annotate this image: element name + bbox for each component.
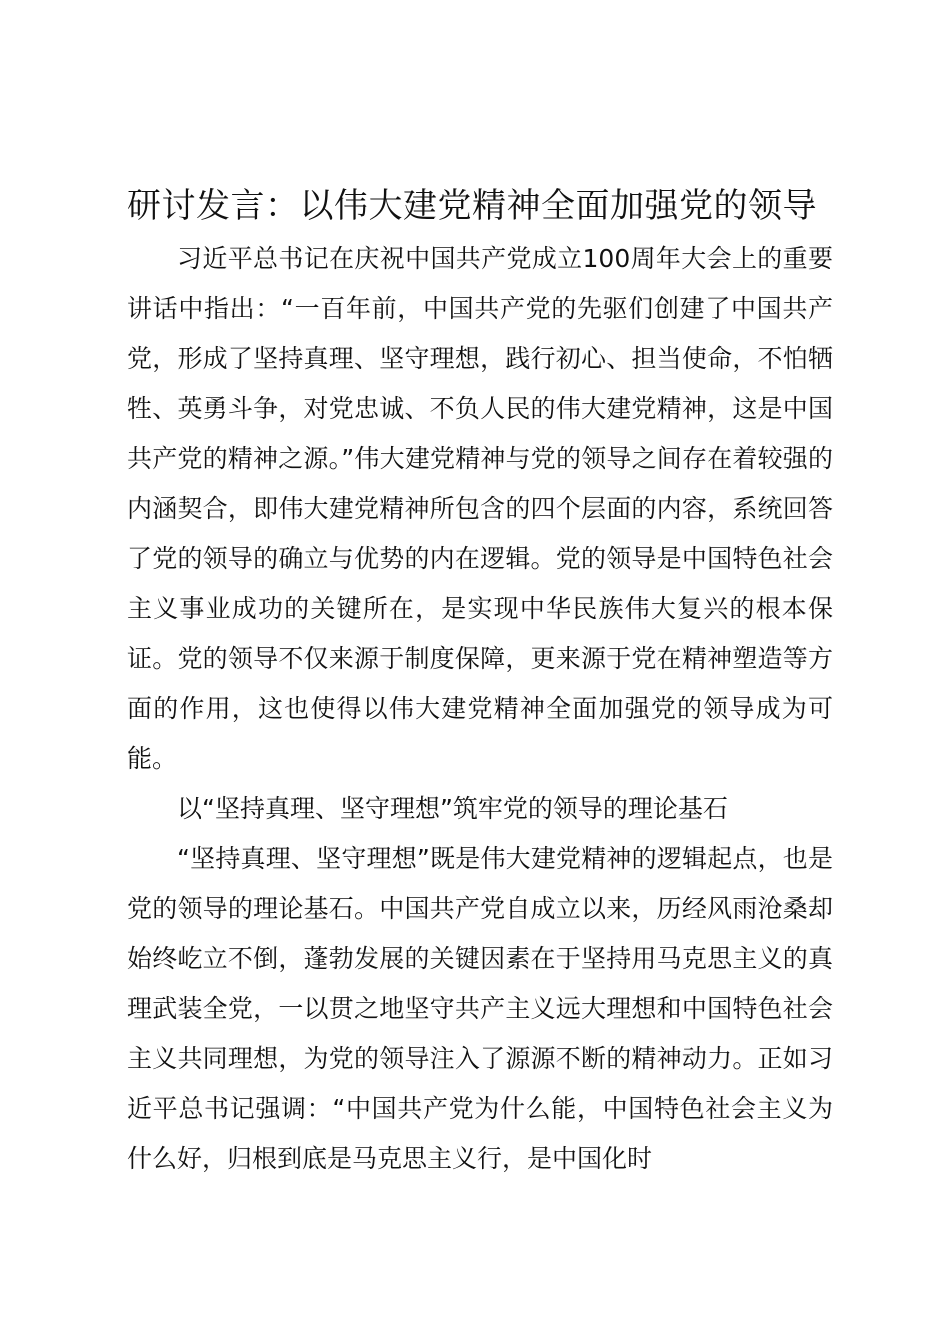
document-title: 研讨发言：以伟大建党精神全面加强党的领导 [127,186,817,226]
intro-paragraph: 习近平总书记在庆祝中国共产党成立100周年大会上的重要讲话中指出：“一百年前，中国共产党的先驱们创建了中国共产党，形成了坚持真理、坚守理想，践行初心、担当使命，不怕牺牲、英勇斗争，对党忠诚、不负人民的伟大建党精神，这是中国共产党的精神之源。”伟大建党精神与党的领导之间存在着较强的内涵契合，即伟大建党精神所包含的四个层面的内容，系统回答了党的领导的确立与优势的内在逻辑。党的领导是中国特色社会主义事业成功的关键所在，是实现中华民族伟大复兴的根本保证。党的领导不仅来源于制度保障，更来源于党在精神塑造等方面的作用，这也使得以伟大建党精神全面加强党的领导成为可能。 [127,244,833,773]
section-heading: 以“坚持真理、坚守理想”筑牢党的领导的理论基石 [177,794,728,823]
section-paragraph: “坚持真理、坚守理想”既是伟大建党精神的逻辑起点，也是党的领导的理论基石。中国共产党自成立以来，历经风雨沧桑却始终屹立不倒，蓬勃发展的关键因素在于坚持用马克思主义的真理武装全党，一以贯之地坚守共产主义远大理想和中国特色社会主义共同理想，为党的领导注入了源源不断的精神动力。正如习近平总书记强调：“中国共产党为什么能，中国特色社会主义为什么好，归根到底是马克思主义行，是中国化时 [127,844,833,1173]
document-page [127,178,833,1184]
